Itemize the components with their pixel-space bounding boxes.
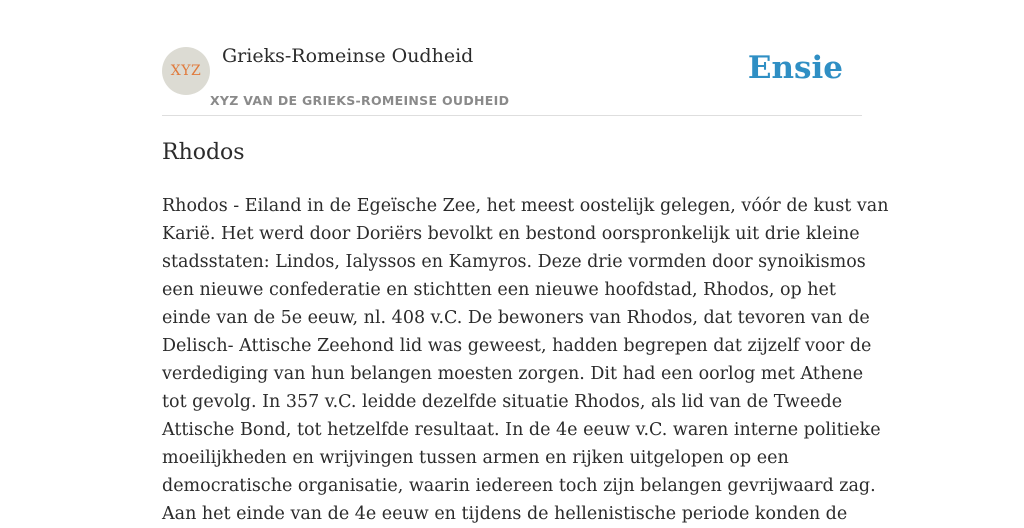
entry-body-line: stadsstaten: Lindos, Ialyssos en Kamyros. Deze drie vormden door synoikismos <box>162 252 866 272</box>
avatar-text: XYZ <box>170 63 202 79</box>
entry-body-line: Aan het einde van de 4e eeuw en tijdens de hellenistische periode konden de <box>162 504 848 524</box>
entry-body-line: een nieuwe confederatie en stichtten een nieuwe hoofdstad, Rhodos, op het <box>162 280 836 300</box>
entry-body-line: einde van de 5e eeuw, nl. 408 v.C. De bewoners van Rhodos, dat tevoren van de <box>162 308 870 328</box>
entry-body-line: Karië. Het werd door Doriërs bevolkt en bestond oorspronkelijk uit drie kleine <box>162 224 860 244</box>
header-divider <box>162 115 862 116</box>
dictionary-title[interactable]: Grieks-Romeinse Oudheid <box>222 45 474 67</box>
dictionary-subtitle[interactable]: XYZ VAN DE GRIEKS-ROMEINSE OUDHEID <box>210 93 510 108</box>
entry-body-line: Rhodos - Eiland in de Egeïsche Zee, het meest oostelijk gelegen, vóór de kust van <box>162 196 889 216</box>
entry-body-line: Delisch- Attische Zeehond lid was geweest, hadden begrepen dat zijzelf voor de <box>162 336 872 356</box>
entry-body-line: verdediging van hun belangen moesten zorgen. Dit had een oorlog met Athene <box>162 364 864 384</box>
entry-body-line: moeilijkheden en wrijvingen tussen armen en rijken uitgelopen op een <box>162 448 789 468</box>
entry-title: Rhodos <box>162 140 245 165</box>
dictionary-avatar[interactable] <box>162 47 210 95</box>
entry-body-line: Attische Bond, tot hetzelfde resultaat. In de 4e eeuw v.C. waren interne politieke <box>162 420 881 440</box>
entry-body <box>162 192 889 528</box>
entry-body-line: democratische organisatie, waarin iedereen toch zijn belangen gevrijwaard zag. <box>162 476 876 496</box>
ensie-logo[interactable]: Ensie <box>747 50 843 86</box>
entry-body-line: tot gevolg. In 357 v.C. leidde dezelfde situatie Rhodos, als lid van de Tweede <box>162 392 843 412</box>
